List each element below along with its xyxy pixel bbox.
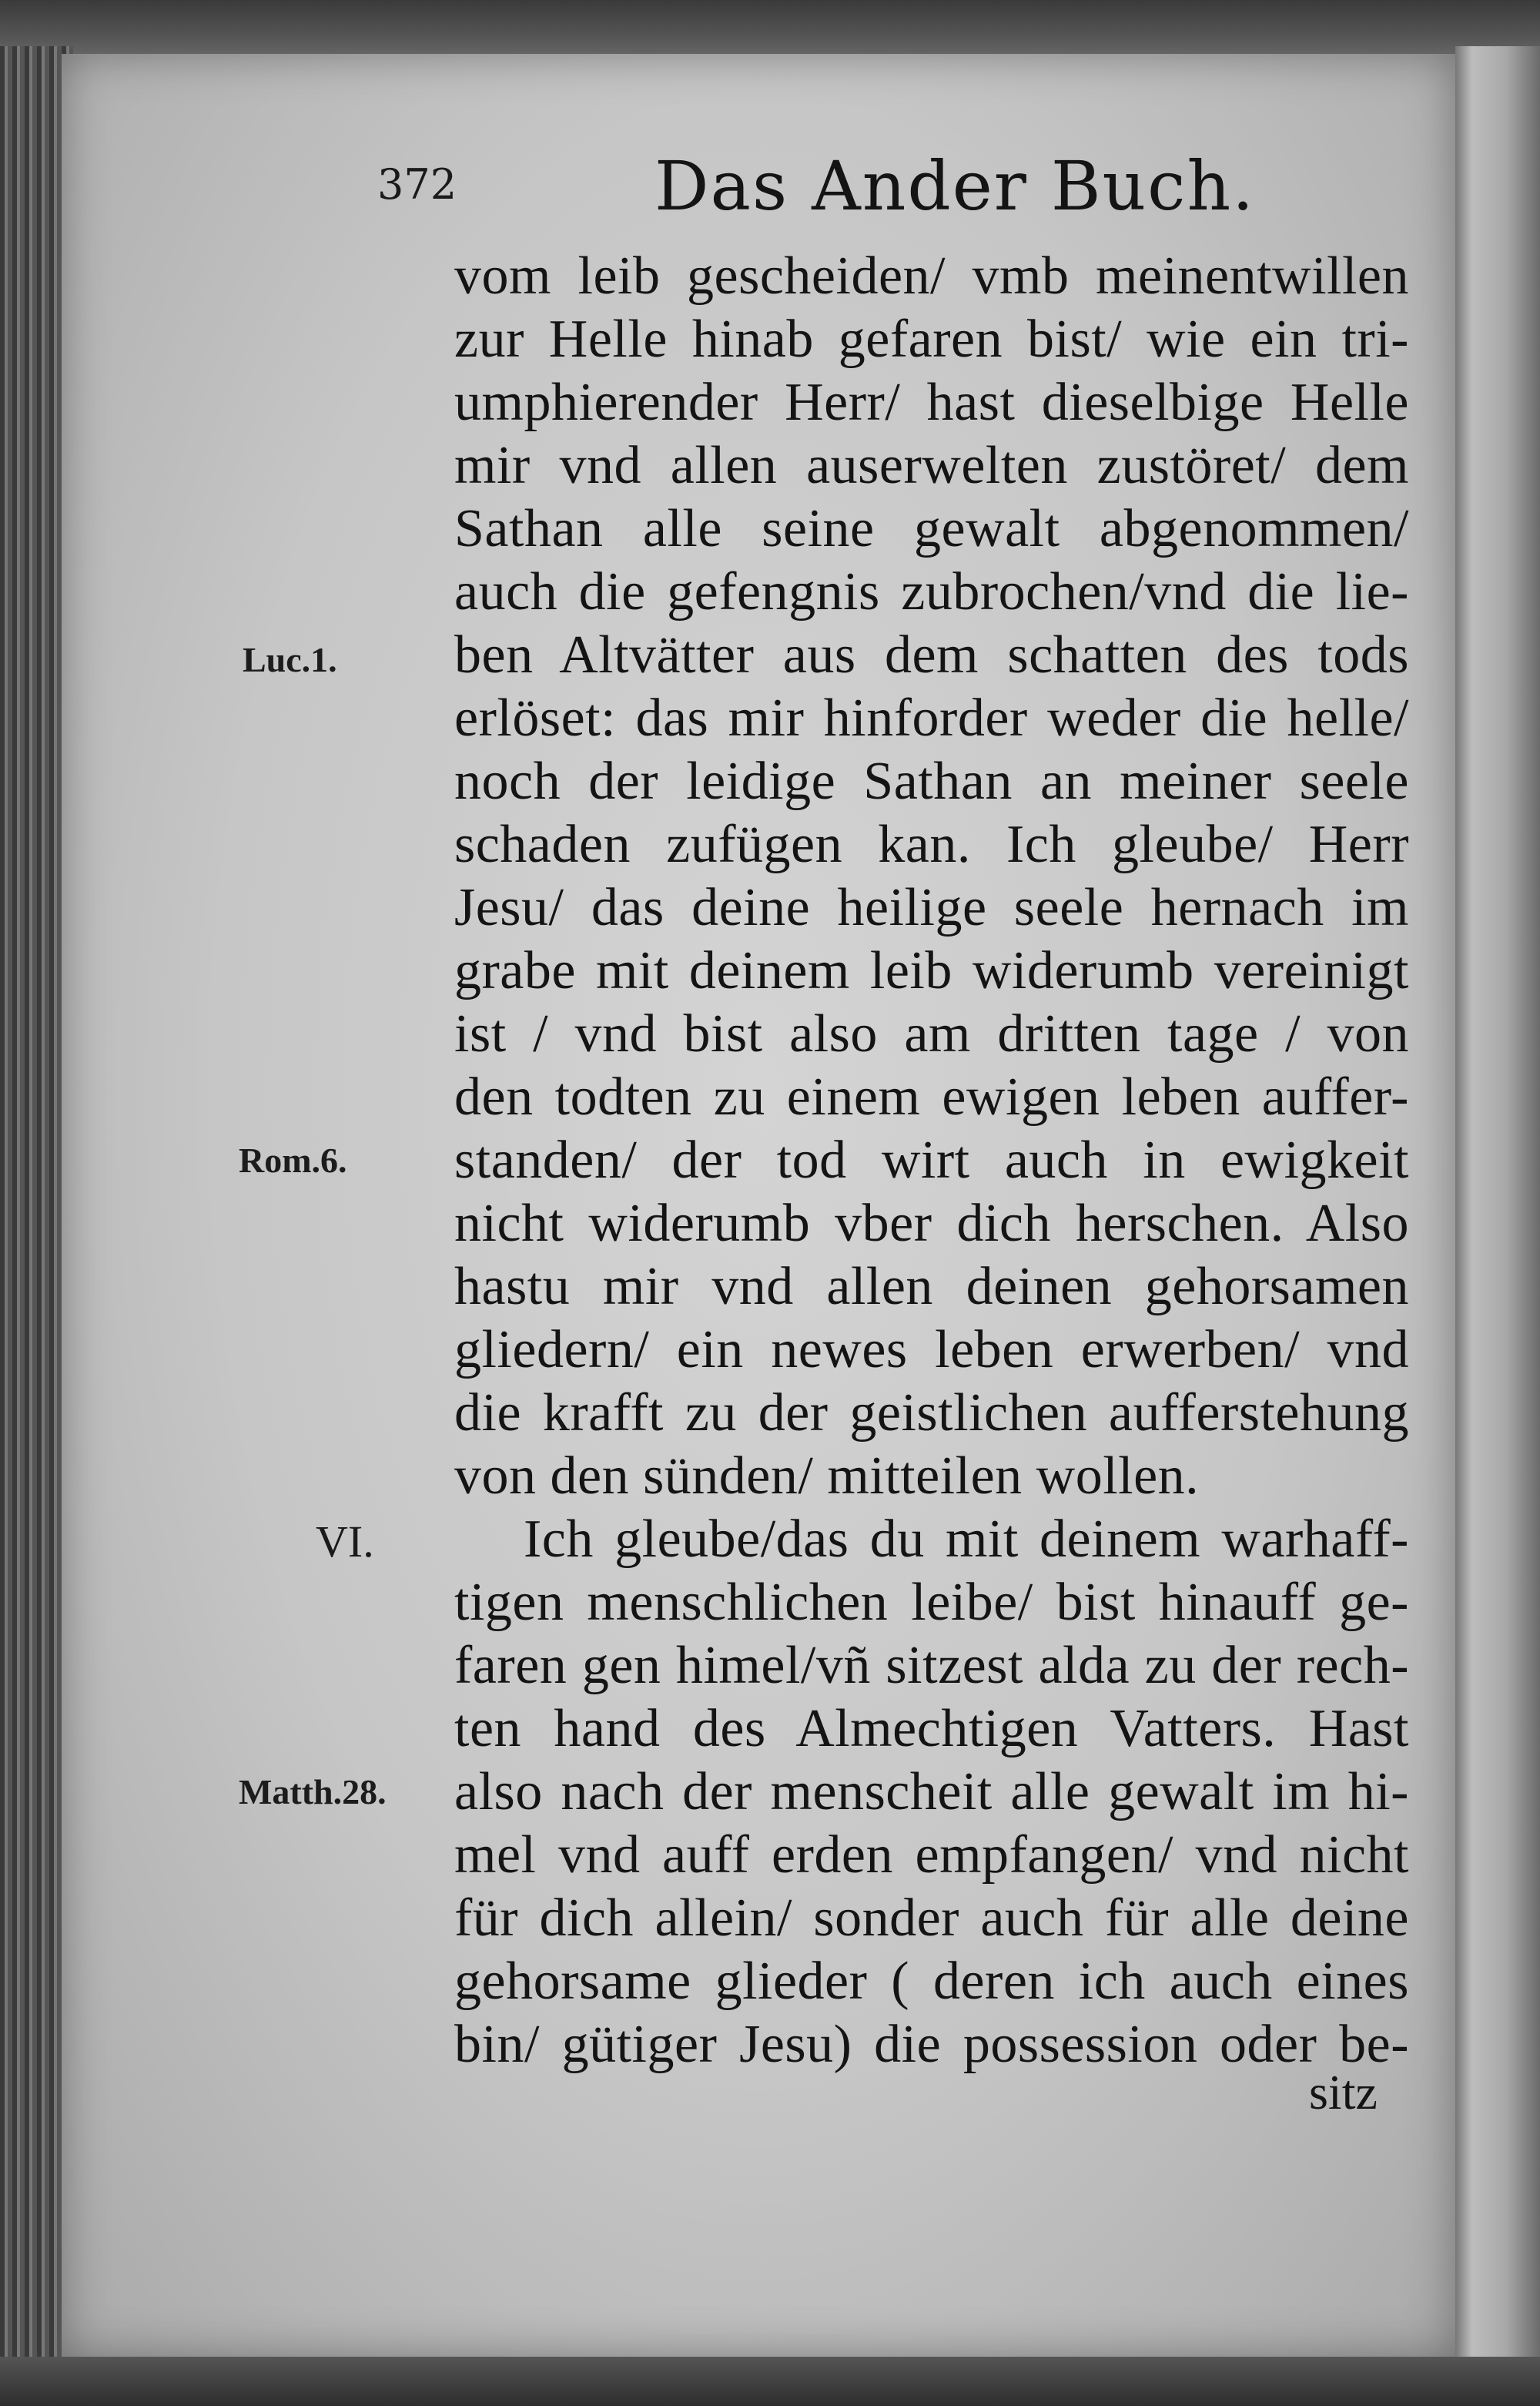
text-line: Sathan alle seine gewalt abgenommen/ <box>454 499 1409 558</box>
text-line: gliedern/ ein newes leben erwerben/ vnd <box>454 1320 1409 1379</box>
text-line: die krafft zu der geistlichen aufferstehung <box>454 1383 1409 1443</box>
text-line: erlöset: das mir hinforder weder die helle/ <box>454 689 1409 748</box>
text-line: bin/ gütiger Jesu) die possession oder be- <box>454 2015 1409 2074</box>
text-line: Jesu/ das deine heilige seele hernach im <box>454 878 1409 937</box>
text-line: mir vnd allen auserwelten zustöret/ dem <box>454 436 1409 495</box>
book-bottom-edge <box>0 2357 1540 2406</box>
section-numeral: VI. <box>316 1516 374 1567</box>
marginal-note-luc: Luc.1. <box>243 640 337 679</box>
text-line: ten hand des Almechtigen Vatters. Hast <box>454 1699 1409 1758</box>
text-line: also nach der menscheit alle gewalt im hi- <box>454 1762 1409 1821</box>
text-line: mel vnd auff erden empfangen/ vnd nicht <box>454 1825 1409 1885</box>
text-line: grabe mit deinem leib widerumb vereinigt <box>454 941 1409 1000</box>
text-line: ben Altvätter aus dem schatten des tods <box>454 625 1409 685</box>
text-line: ist / vnd bist also am dritten tage / von <box>454 1004 1409 1064</box>
text-line: den todten zu einem ewigen leben auffer- <box>454 1067 1409 1127</box>
page-number: 372 <box>377 160 457 209</box>
marginal-note-rom: Rom.6. <box>239 1141 347 1180</box>
text-line: noch der leidige Sathan an meiner seele <box>454 752 1409 811</box>
text-line: tigen menschlichen leibe/ bist hinauff ge- <box>454 1573 1409 1632</box>
running-title: Das Ander Buch. <box>654 146 1256 226</box>
book-top-edge <box>0 0 1540 62</box>
text-line: schaden zufügen kan. Ich gleube/ Herr <box>454 815 1409 874</box>
text-line: standen/ der tod wirt auch in ewigkeit <box>454 1131 1409 1190</box>
text-line: Ich gleube/das du mit deinem warhaff- <box>524 1510 1409 1569</box>
text-line: auch die gefengnis zubrochen/vnd die lie- <box>454 562 1409 622</box>
text-line: nicht widerumb vber dich herschen. Also <box>454 1194 1409 1253</box>
text-line: von den sünden/ mitteilen wollen. <box>454 1446 1200 1506</box>
facing-page-edge <box>1455 46 1540 2364</box>
body-text <box>454 245 1409 2076</box>
text-line: vom leib gescheiden/ vmb meinentwillen <box>454 246 1409 306</box>
page-header <box>377 146 1301 231</box>
text-line: umphierender Herr/ hast dieselbige Helle <box>454 373 1409 432</box>
marginal-note-matth: Matth.28. <box>239 1772 387 1811</box>
text-line: hastu mir vnd allen deinen gehorsamen <box>454 1257 1409 1316</box>
text-line: gehorsame glieder ( deren ich auch eines <box>454 1952 1409 2011</box>
catchword: sitz <box>1309 2065 1378 2119</box>
text-line: für dich allein/ sonder auch für alle deine <box>454 1888 1409 1948</box>
text-line: zur Helle hinab gefaren bist/ wie ein tri- <box>454 310 1409 369</box>
text-line: faren gen himel/vñ sitzest alda zu der rech- <box>454 1636 1409 1695</box>
